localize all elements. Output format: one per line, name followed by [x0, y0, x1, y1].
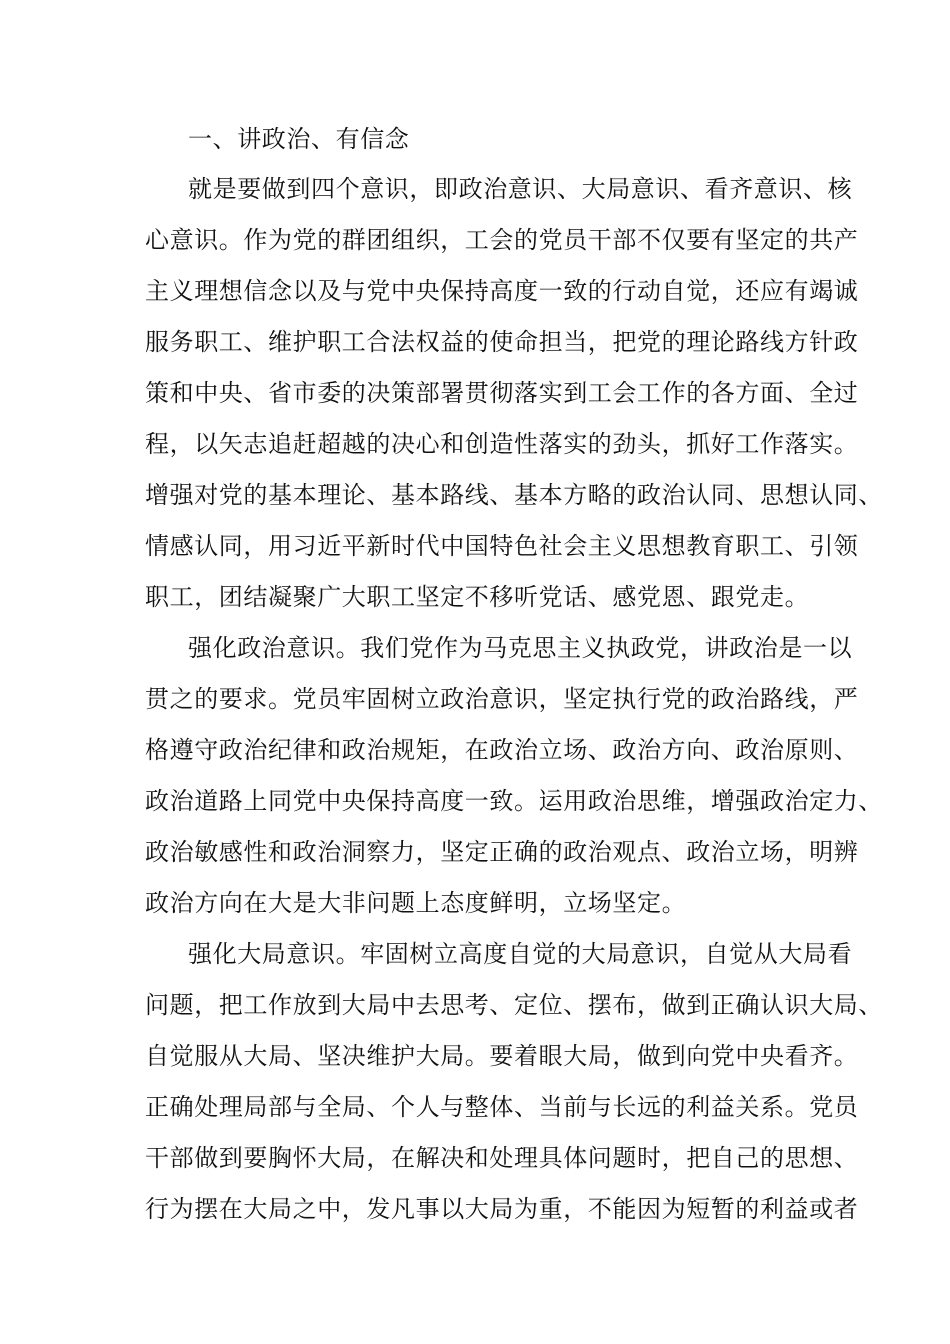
- section-heading: 一、讲政治、有信念: [188, 125, 410, 153]
- paragraph-line: 正确处理局部与全局、个人与整体、当前与长远的利益关系。党员: [145, 1093, 859, 1121]
- paragraph-line: 政治方向在大是大非问题上态度鲜明，立场坚定。: [145, 889, 687, 917]
- paragraph-line: 行为摆在大局之中，发凡事以大局为重，不能因为短暂的利益或者: [145, 1195, 859, 1223]
- paragraph-line: 自觉服从大局、坚决维护大局。要着眼大局，做到向党中央看齐。: [145, 1042, 859, 1070]
- paragraph-line: 问题，把工作放到大局中去思考、定位、摆布，做到正确认识大局、: [145, 991, 883, 1019]
- paragraph-line: 干部做到要胸怀大局，在解决和处理具体问题时，把自己的思想、: [145, 1144, 859, 1172]
- paragraph-line: 就是要做到四个意识，即政治意识、大局意识、看齐意识、核: [188, 175, 853, 203]
- paragraph-line: 心意识。作为党的群团组织，工会的党员干部不仅要有坚定的共产: [145, 226, 859, 254]
- paragraph-line: 强化大局意识。牢固树立高度自觉的大局意识，自觉从大局看: [188, 940, 853, 968]
- paragraph-line: 主义理想信念以及与党中央保持高度一致的行动自觉，还应有竭诚: [145, 277, 859, 305]
- paragraph-line: 贯之的要求。党员牢固树立政治意识，坚定执行党的政治路线，严: [145, 685, 859, 713]
- paragraph-line: 政治道路上同党中央保持高度一致。运用政治思维，增强政治定力、: [145, 787, 883, 815]
- paragraph-line: 政治敏感性和政治洞察力，坚定正确的政治观点、政治立场，明辨: [145, 838, 859, 866]
- paragraph-line: 策和中央、省市委的决策部署贯彻落实到工会工作的各方面、全过: [145, 379, 859, 407]
- paragraph-line: 服务职工、维护职工合法权益的使命担当，把党的理论路线方针政: [145, 328, 859, 356]
- paragraph-line: 格遵守政治纪律和政治规矩，在政治立场、政治方向、政治原则、: [145, 736, 859, 764]
- paragraph-line: 情感认同，用习近平新时代中国特色社会主义思想教育职工、引领: [145, 532, 859, 560]
- paragraph-line: 程，以矢志追赶超越的决心和创造性落实的劲头，抓好工作落实。: [145, 430, 859, 458]
- paragraph-line: 职工，团结凝聚广大职工坚定不移听党话、感党恩、跟党走。: [145, 583, 810, 611]
- paragraph-line: 强化政治意识。我们党作为马克思主义执政党，讲政治是一以: [188, 634, 853, 662]
- paragraph-line: 增强对党的基本理论、基本路线、基本方略的政治认同、思想认同、: [145, 481, 883, 509]
